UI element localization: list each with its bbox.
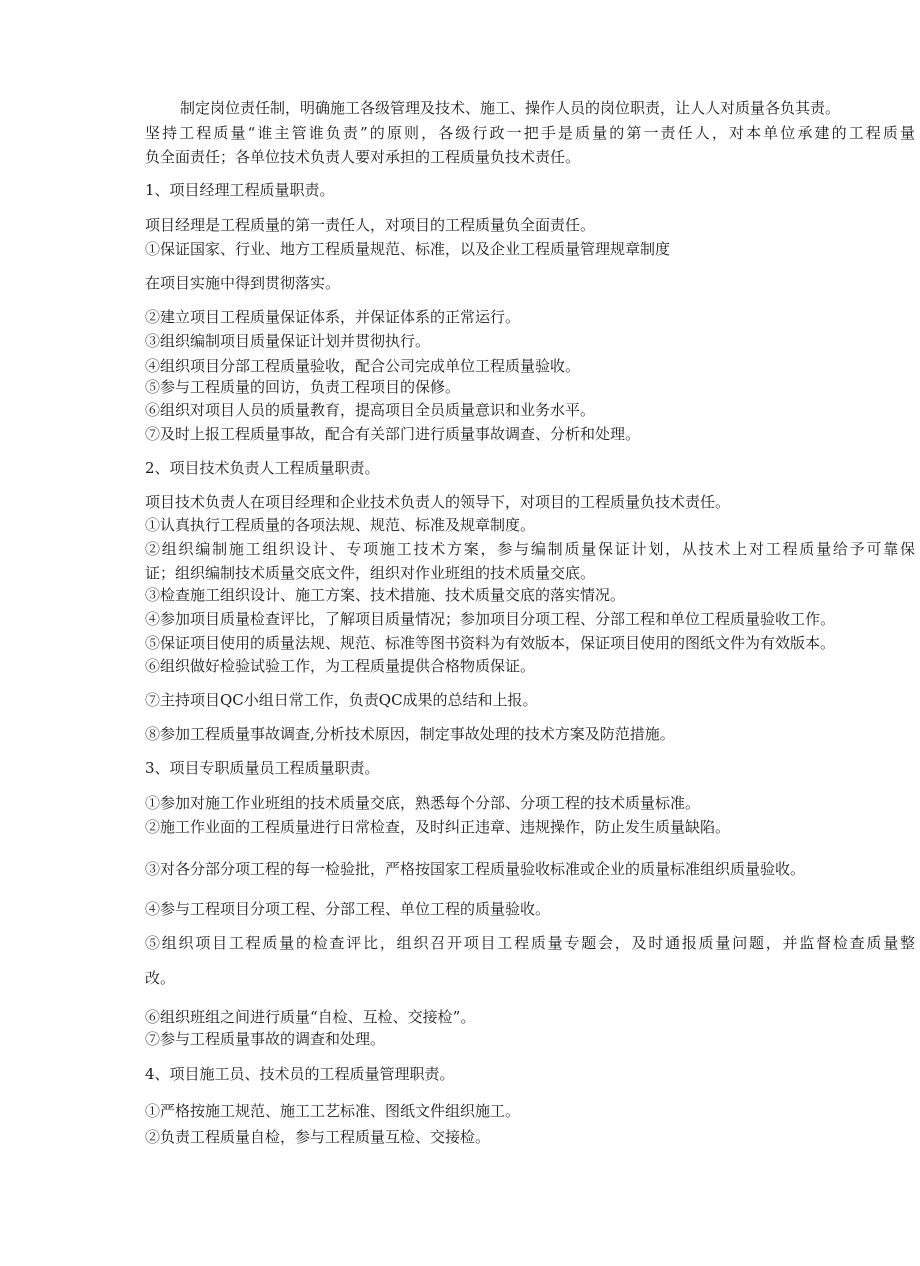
list-item: ④组织项目分部工程质量验收，配合公司完成单位工程质量验收。 bbox=[145, 357, 581, 375]
intro-line-2: 坚持工程质量“谁主管谁负责”的原则，各级行政一把手是质量的第一责任人，对本单位承建的工程质量 bbox=[145, 124, 915, 142]
list-item: ⑤组织项目工程质量的检查评比，组织召开项目工程质量专题会，及时通报质量问题，并监督检查质量整 bbox=[145, 934, 915, 952]
section-heading-2: 2、项目技术负责人工程质量职责。 bbox=[145, 459, 380, 477]
list-item: ⑦主持项目QC小组日常工作，负责QC成果的总结和上报。 bbox=[145, 691, 538, 709]
intro-line-1: 制定岗位责任制，明确施工各级管理及技术、施工、操作人员的岗位职责，让人人对质量各负其责。 bbox=[180, 99, 841, 117]
section-heading-3: 3、项目专职质量员工程质量职责。 bbox=[145, 759, 380, 777]
list-item: ③检查施工组织设计、施工方案、技术措施、技术质量交底的落实情况。 bbox=[145, 586, 626, 604]
list-item: ②建立项目工程质量保证体系，并保证体系的正常运行。 bbox=[145, 308, 521, 326]
list-item: ②负责工程质量自检，参与工程质量互检、交接检。 bbox=[145, 1128, 491, 1146]
list-item: ⑤参与工程质量的回访，负责工程项目的保修。 bbox=[145, 378, 461, 396]
list-item-continuation: 改。 bbox=[145, 969, 176, 987]
list-item: ④参加项目质量检查评比，了解项目质量情况；参加项目分项工程、分部工程和单位工程质量验收工作。 bbox=[145, 610, 836, 628]
section-heading-4: 4、项目施工员、技术员的工程质量管理职责。 bbox=[145, 1065, 455, 1083]
paragraph-line: 项目经理是工程质量的第一责任人，对项目的工程质量负全面责任。 bbox=[145, 216, 596, 234]
list-item: ③组织编制项目质量保证计划并贯彻执行。 bbox=[145, 332, 431, 350]
list-item: ⑦及时上报工程质量事故，配合有关部门进行质量事故调查、分析和处理。 bbox=[145, 425, 641, 443]
list-item: ②施工作业面的工程质量进行日常检查，及时纠正违章、违规操作，防止发生质量缺陷。 bbox=[145, 818, 731, 836]
list-item: ③对各分部分项工程的每一检验批，严格按国家工程质量验收标准或企业的质量标准组织质量验收。 bbox=[145, 860, 806, 878]
list-item: ①参加对施工作业班组的技术质量交底，熟悉每个分部、分项工程的技术质量标准。 bbox=[145, 794, 701, 812]
list-item: ⑥组织对项目人员的质量教育，提高项目全员质量意识和业务水平。 bbox=[145, 401, 596, 419]
list-item: ①保证国家、行业、地方工程质量规范、标准，以及企业工程质量管理规章制度 bbox=[145, 240, 671, 258]
paragraph-line: 项目技术负责人在项目经理和企业技术负责人的领导下，对项目的工程质量负技术责任。 bbox=[145, 493, 731, 511]
list-item: ⑥组织班组之间进行质量“自检、互检、交接检”。 bbox=[145, 1008, 476, 1026]
list-item: ⑦参与工程质量事故的调查和处理。 bbox=[145, 1030, 386, 1048]
list-item: ①严格按施工规范、施工工艺标准、图纸文件组织施工。 bbox=[145, 1102, 521, 1120]
section-heading-1: 1、项目经理工程质量职责。 bbox=[145, 181, 335, 199]
list-item: ④参与工程项目分项工程、分部工程、单位工程的质量验收。 bbox=[145, 900, 551, 918]
intro-line-3: 负全面责任；各单位技术负责人要对承担的工程质量负技术责任。 bbox=[145, 148, 581, 166]
paragraph-line: 在项目实施中得到贯彻落实。 bbox=[145, 274, 341, 292]
list-item: ①认真执行工程质量的各项法规、规范、标准及规章制度。 bbox=[145, 516, 536, 534]
list-item: ⑧参加工程质量事故调查,分析技术原因，制定事故处理的技术方案及防范措施。 bbox=[145, 725, 675, 743]
list-item: ②组织编制施工组织设计、专项施工技术方案，参与编制质量保证计划，从技术上对工程质量给予可靠保 bbox=[145, 540, 915, 558]
list-item: ⑤保证项目使用的质量法规、规范、标准等图书资料为有效版本，保证项目使用的图纸文件为有效版本。 bbox=[145, 634, 836, 652]
list-item: ⑥组织做好检验试验工作，为工程质量提供合格物质保证。 bbox=[145, 657, 536, 675]
list-item-continuation: 证；组织编制技术质量交底文件，组织对作业班组的技术质量交底。 bbox=[145, 564, 596, 582]
